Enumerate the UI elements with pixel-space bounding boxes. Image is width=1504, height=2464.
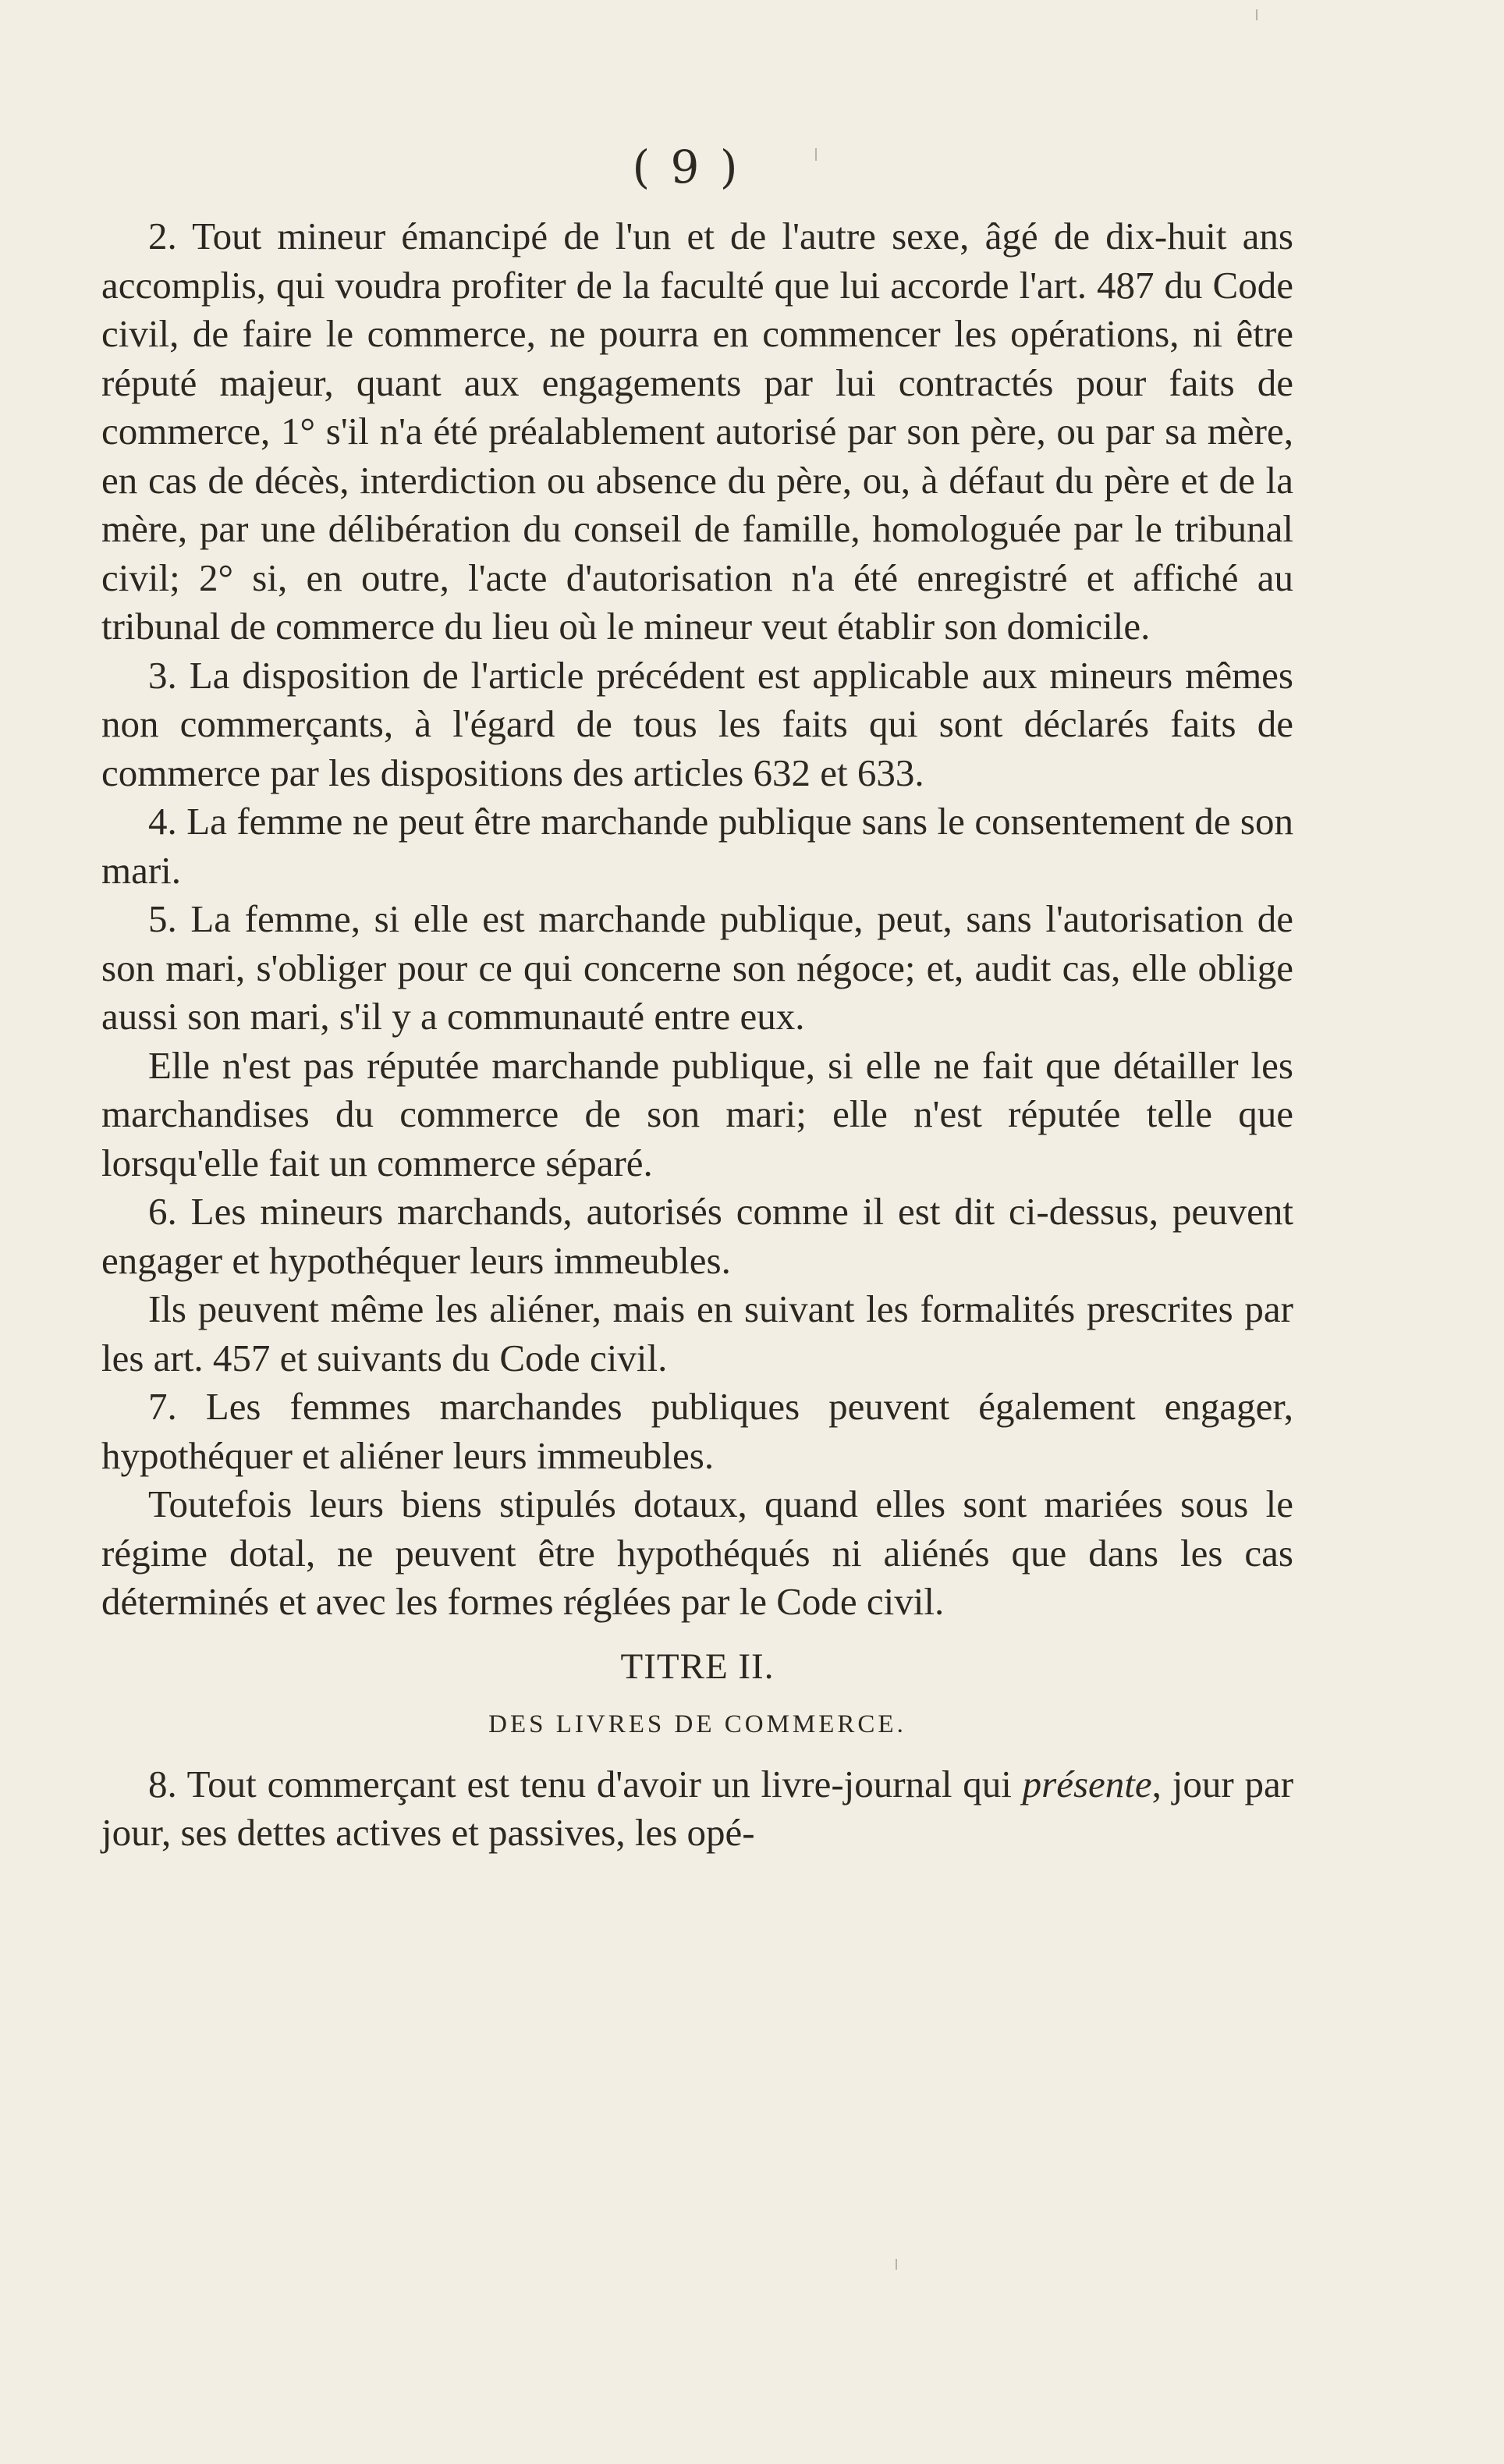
paper-speck [896,2259,897,2270]
page-number: ( 9 ) [632,140,741,193]
article-5: 5. La femme, si elle est marchande publique, peut, sans l'autorisation de son mari, s'obliger pour ce qui concerne son négoce; et, audit cas, elle oblige aussi son mari, s'il y a communauté entre eux. [101,897,1293,1038]
article-2: 2. Tout mineur émancipé de l'un et de l'autre sexe, âgé de dix-huit ans accomplis, qui voudra profiter de la faculté que lui accorde l'art. 487 du Code civil, de faire le commerce, ne pourra en commencer les opérations, ni être réputé majeur, quant aux engagements par lui contractés pour faits de commerce, 1° s'il n'a été préalablement autorisé par son père, ou par sa mère, en cas de décès, interdiction ou absence du père, ou, à défaut du père et de la mère, par une délibération du conseil de famille, homologuée par le tribunal civil; 2° si, en outre, l'acte d'autorisation n'a été enregistré et affiché au tribunal de commerce du lieu où le mineur veut établir son domicile. [101,215,1293,648]
article-4: 4. La femme ne peut être marchande publique sans le consentement de son mari. [101,800,1293,892]
article-8-end: , jour par jour, ses dettes actives et passives, les opé- [101,1762,1294,1854]
article-8 [101,1760,1293,1858]
title-heading: TITRE II. [620,1646,775,1687]
article-7: 7. Les femmes marchandes publiques peuvent également engager, hypothéquer et aliéner leurs immeubles. [101,1385,1293,1477]
page-body [101,212,1293,1858]
paper-speck [1256,9,1257,20]
article-8-start: 8. Tout commerçant est tenu d'avoir un livre-journal qui [148,1762,1012,1805]
article-6-continued: Ils peuvent même les aliéner, mais en suivant les formalités prescrites par les art. 457 et suivants du Code civil. [101,1287,1293,1379]
paper-speck [815,148,817,161]
article-5-continued: Elle n'est pas réputée marchande publique, si elle ne fait que détailler les marchandises du commerce de son mari; elle n'est réputée telle que lorsqu'elle fait un commerce séparé. [101,1043,1293,1184]
section-heading: DES LIVRES DE COMMERCE. [488,1710,906,1738]
article-7-continued: Toutefois leurs biens stipulés dotaux, quand elles sont mariées sous le régime dotal, ne peuvent être hypothéqués ni aliénés que dans les cas déterminés et avec les formes réglées par le Code civil. [101,1482,1293,1623]
article-3: 3. La disposition de l'article précédent est applicable aux mineurs mêmes non commerçants, à l'égard de tous les faits qui sont déclarés faits de commerce par les dispositions des articles 632 et 633. [101,653,1293,794]
article-8-italic: présente [1022,1762,1152,1805]
article-6: 6. Les mineurs marchands, autorisés comme il est dit ci-dessus, peuvent engager et hypothéquer leurs immeubles. [101,1190,1293,1282]
